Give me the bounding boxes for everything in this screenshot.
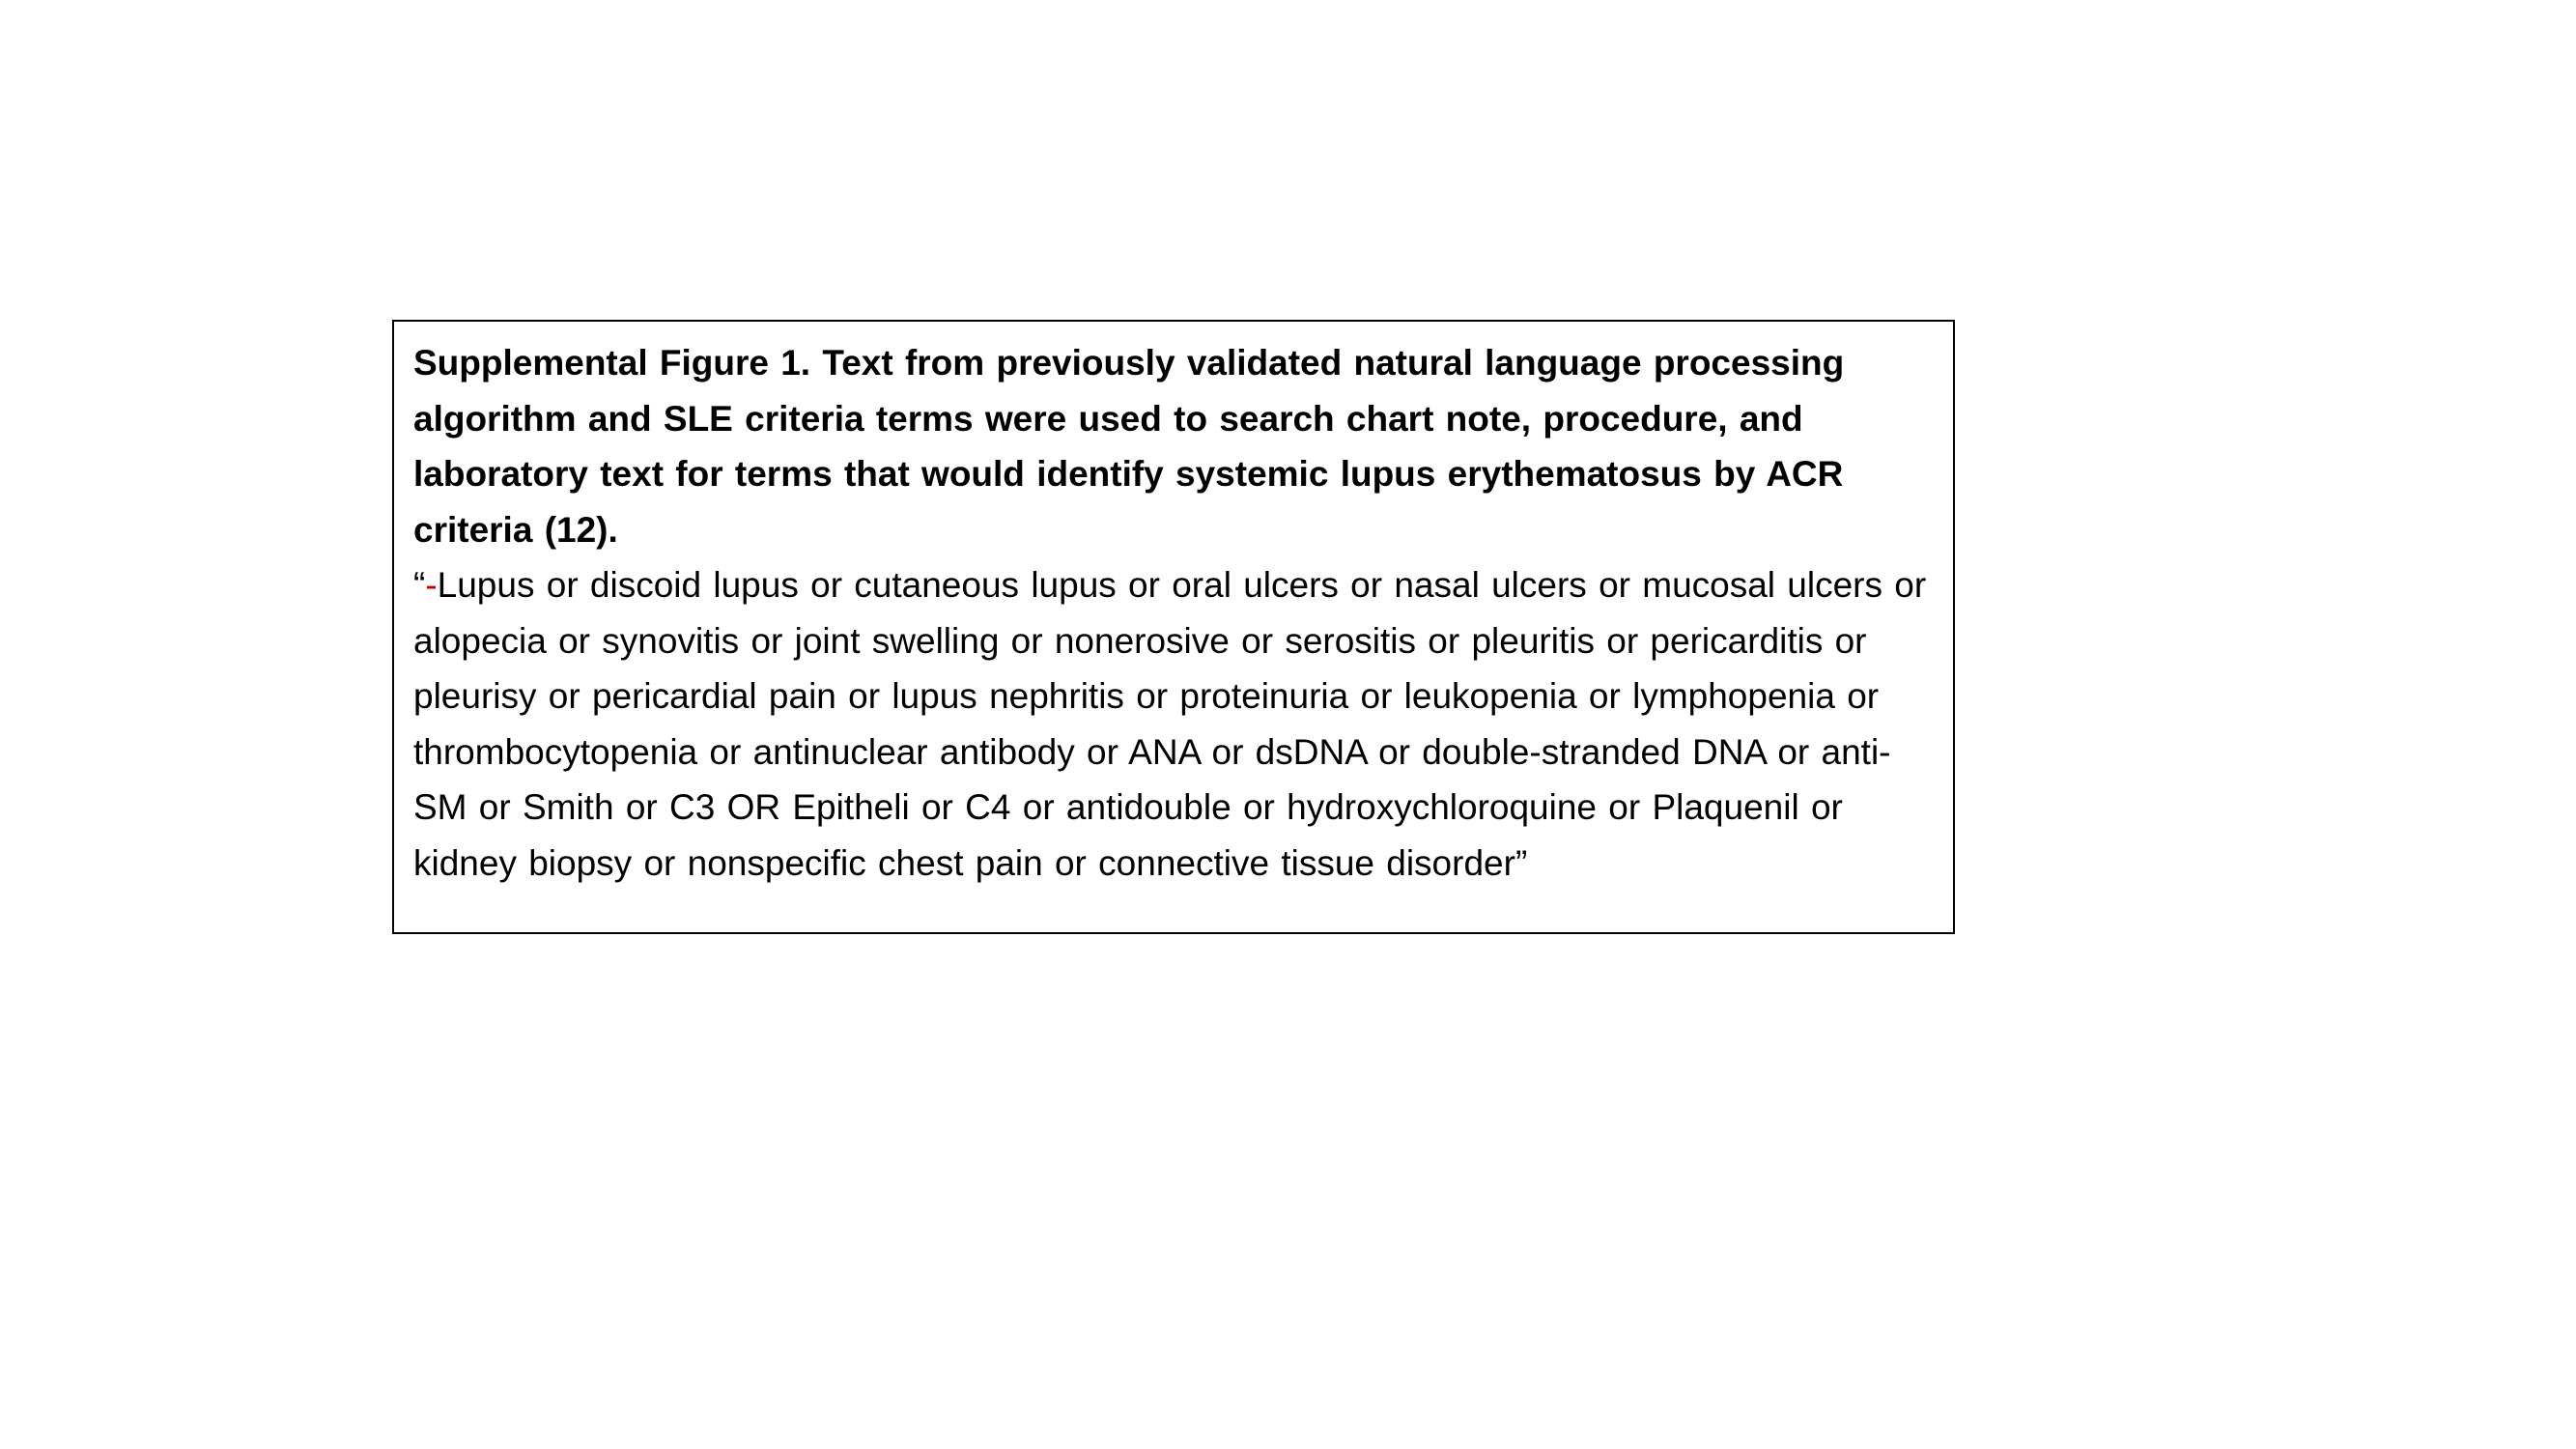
figure-caption: Supplemental Figure 1. Text from previously validated natural language processing algorithm and SLE criteria terms were used to search chart note, procedure, and laboratory text for terms that would identify systemic lupus erythematosus by ACR criteria (12). bbox=[413, 343, 1845, 550]
open-quote: “ bbox=[413, 565, 426, 605]
search-terms-paragraph bbox=[413, 557, 1934, 891]
search-terms: Lupus or discoid lupus or cutaneous lupus or oral ulcers or nasal ulcers or mucosal ulcers or alopecia or synovitis or joint swelling or nonerosive or serositis or pleuritis or pericarditis or pleurisy or pericardial pain or lupus nephritis or proteinuria or leukopenia or lymphopenia or thrombocytopenia or antinuclear antibody or ANA or dsDNA or double-stranded DNA or anti-SM or Smith or C3 OR Epitheli or C4 or antidouble or hydroxychloroquine or Plaquenil or kidney biopsy or nonspecific chest pain or connective tissue disorder bbox=[413, 565, 1927, 883]
dash-mark: - bbox=[425, 565, 438, 605]
figure-text-box bbox=[392, 320, 1955, 934]
close-quote: ” bbox=[1514, 842, 1528, 883]
